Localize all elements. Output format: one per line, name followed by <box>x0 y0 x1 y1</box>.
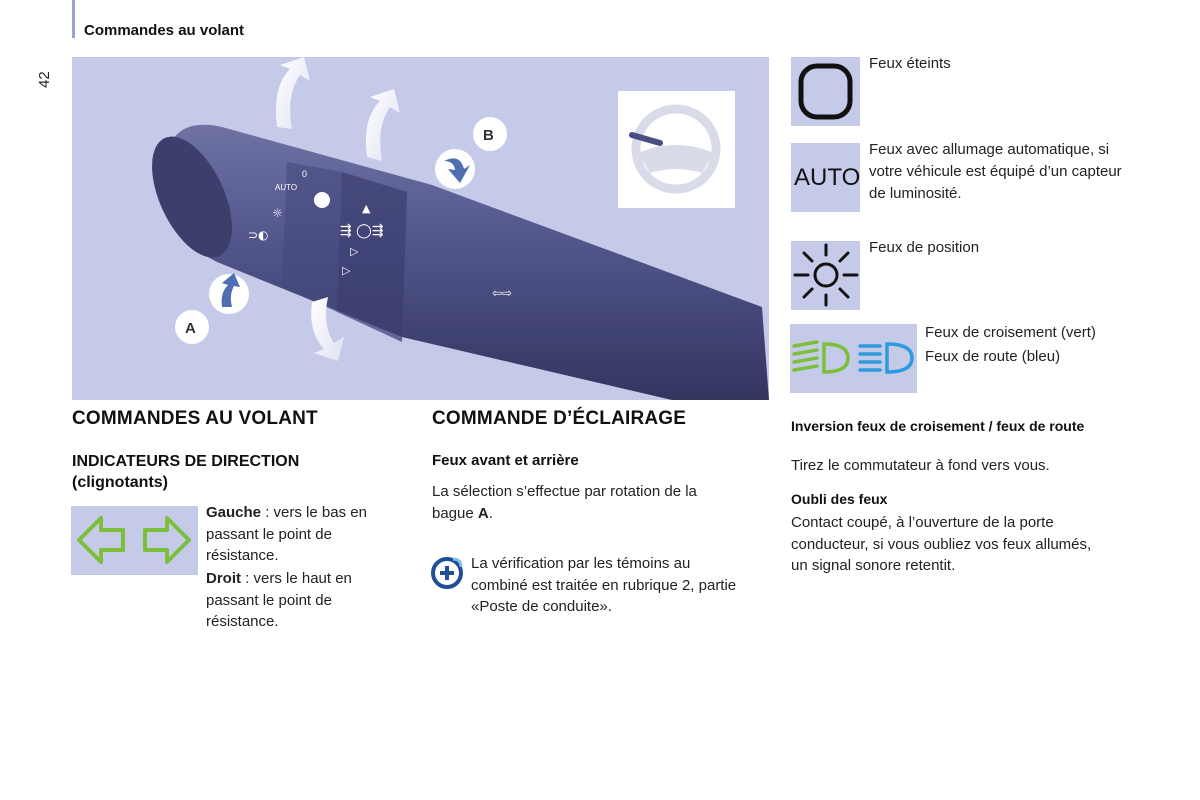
page-number: 42 <box>36 71 53 88</box>
fog-marking: ⇶ ◯⇶ <box>340 223 384 239</box>
svg-text:▷: ▷ <box>350 245 359 258</box>
label-a: A <box>185 320 196 337</box>
heading-commandes-volant: COMMANDES AU VOLANT <box>72 408 318 429</box>
droit-text: : vers le haut en passant le point de résistance. <box>206 570 352 630</box>
lights-off-label: Feux éteints <box>869 55 951 72</box>
right-arrow-icon <box>145 518 189 562</box>
rotate-arrow-up-2 <box>366 89 400 161</box>
position-marking: ☼ <box>272 206 283 220</box>
beam-icons-box <box>790 324 917 393</box>
lights-off-icon <box>801 66 850 117</box>
svg-text:▲: ▲ <box>362 202 371 215</box>
header-accent-bar <box>72 0 75 38</box>
dipped-beam-icon <box>794 342 848 372</box>
main-beam-label: Feux de route (bleu) <box>925 348 1061 365</box>
droit-label: Droit <box>206 570 241 587</box>
auto-icon-text: AUTO <box>794 164 861 191</box>
gauche-text: : vers le bas en passant le point de résistance. <box>206 504 367 564</box>
heading-commande-eclairage: COMMANDE D’ÉCLAIRAGE <box>432 408 687 429</box>
position-lights-icon-box <box>791 241 860 310</box>
inversion-text: Tirez le commutateur à fond vers vous. <box>791 457 1050 474</box>
heading-indicateurs-2: (clignotants) <box>72 474 168 491</box>
left-arrow-icon <box>79 518 123 562</box>
section-title: Commandes au volant <box>84 22 245 39</box>
zero-marking: 0 <box>302 169 308 179</box>
droit-paragraph <box>206 568 386 633</box>
turn-signal-icon-box <box>71 506 198 575</box>
heading-indicateurs-1: INDICATEURS DE DIRECTION <box>72 453 300 470</box>
gauche-label: Gauche <box>206 504 262 521</box>
sun-icon <box>791 241 860 310</box>
oubli-text: Contact coupé, à l’ouverture de la porte conducteur, si vous oubliez vos feux allumés, un signal sonore retentit. <box>791 514 1092 574</box>
oubli-title: Oubli des feux <box>791 491 888 507</box>
beam-marking: ⊃◐ <box>248 228 269 242</box>
auto-lights-label: Feux avec allumage automatique, si votre véhicule est équipé d’un capteur de luminosité. <box>869 141 1122 202</box>
info-plus-icon <box>431 557 463 589</box>
note-paragraph: La vérification par les témoins au combiné est traitée en rubrique 2, partie «Poste de conduite». <box>471 555 737 615</box>
auto-marking: AUTO <box>275 183 298 192</box>
main-beam-icon <box>860 344 912 372</box>
heading-feux-avant-arriere: Feux avant et arrière <box>432 452 579 469</box>
auto-lights-icon-box <box>791 143 860 212</box>
ring-selector-dot <box>314 192 330 208</box>
steering-lever-illustration <box>72 57 769 400</box>
svg-text:▷: ▷ <box>342 264 351 277</box>
inversion-title: Inversion feux de croisement / feux de route <box>791 418 1085 434</box>
position-lights-label: Feux de position <box>869 239 980 256</box>
lights-off-icon-box <box>791 57 860 126</box>
ring-b <box>337 172 407 342</box>
signal-marking: ⇦⇨ <box>492 286 513 300</box>
selection-paragraph: La sélection s’effectue par rotation de la bague A. <box>432 483 697 522</box>
dipped-beam-label: Feux de croisement (vert) <box>925 324 1096 341</box>
gauche-paragraph <box>206 502 386 567</box>
rotate-arrow-up-1 <box>276 57 310 129</box>
label-b: B <box>483 127 494 144</box>
